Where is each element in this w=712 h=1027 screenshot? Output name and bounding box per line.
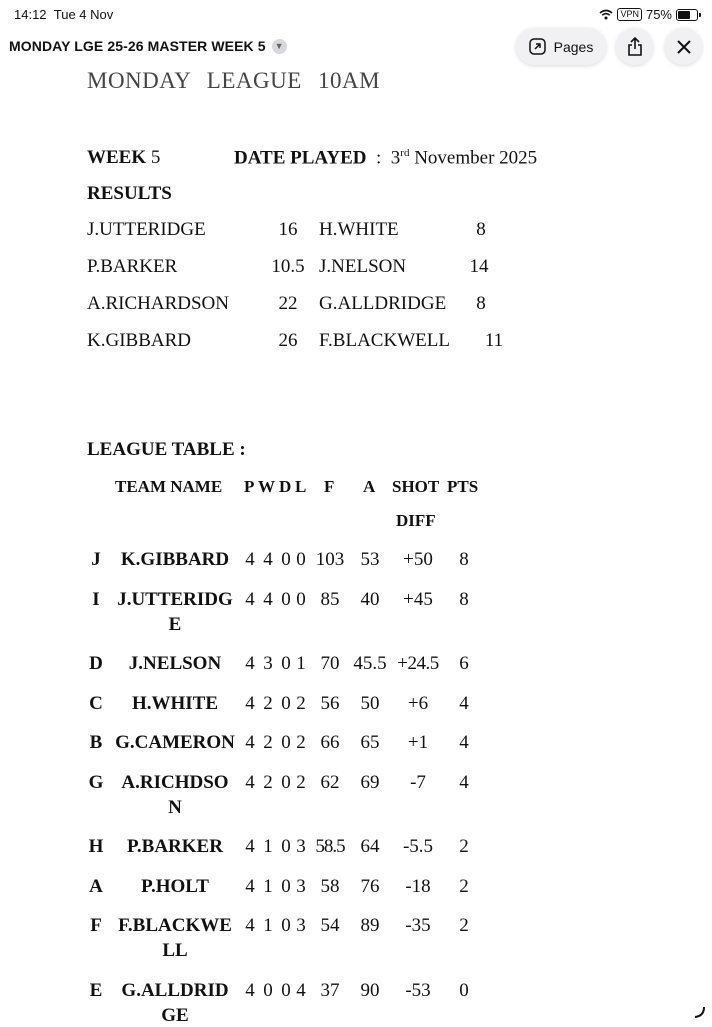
table-cell-d: 0 [281, 549, 291, 570]
table-cell-p: 4 [245, 732, 255, 753]
table-cell-a: 45.5 [353, 653, 387, 674]
result-away-team: F.BLACKWELL [319, 330, 450, 351]
table-cell-pts: 2 [459, 836, 469, 857]
table-cell-a: 76 [360, 876, 380, 897]
table-cell-p: 4 [245, 915, 255, 936]
table-cell-code: C [89, 693, 103, 714]
results-heading: RESULTS [87, 183, 172, 204]
league-table-heading: LEAGUE TABLE : [87, 439, 246, 460]
header-pts: PTS [447, 477, 479, 496]
table-cell-team: P.HOLT [141, 876, 209, 897]
header-p: P [244, 477, 255, 496]
result-away-score: 8 [476, 293, 486, 314]
table-cell-code: G [88, 772, 104, 793]
table-cell-diff: +24.5 [397, 653, 439, 674]
week-number: 5 [150, 147, 161, 168]
table-cell-team: H.WHITE [131, 693, 219, 714]
table-cell-diff: -18 [405, 876, 431, 897]
table-cell-f: 58.5 [315, 836, 345, 857]
table-cell-a: 50 [360, 693, 380, 714]
table-cell-a: 65 [360, 732, 380, 753]
table-cell-diff: +1 [407, 732, 429, 753]
table-cell-pts: 2 [459, 876, 469, 897]
table-cell-code: I [92, 589, 100, 610]
table-cell-pts: 8 [459, 589, 469, 610]
table-cell-a: 64 [360, 836, 380, 857]
vpn-badge: VPN [617, 8, 642, 21]
result-home-score: 26 [278, 330, 298, 351]
week-label: WEEK 5 [87, 147, 161, 168]
header-team: TEAM NAME [115, 477, 223, 496]
table-cell-l: 4 [296, 980, 306, 1001]
table-cell-team-wrap: GE [161, 1005, 189, 1026]
table-cell-a: 89 [360, 915, 380, 936]
table-cell-diff: -5.5 [402, 836, 434, 857]
table-cell-team: K.GIBBARD [120, 549, 230, 570]
table-cell-l: 3 [296, 836, 306, 857]
table-cell-pts: 2 [459, 915, 469, 936]
result-away-team: J.NELSON [319, 256, 407, 277]
table-cell-w: 2 [263, 772, 273, 793]
table-cell-w: 2 [263, 693, 273, 714]
page-curl-icon [694, 1006, 706, 1018]
table-cell-code: J [91, 549, 101, 570]
table-cell-pts: 6 [459, 653, 469, 674]
table-cell-w: 3 [263, 653, 273, 674]
table-cell-team-wrap: E [168, 614, 182, 635]
chevron-down-icon[interactable]: ▼ [272, 39, 287, 54]
table-cell-pts: 8 [459, 549, 469, 570]
table-cell-team: J.NELSON [128, 653, 222, 674]
table-cell-diff: -35 [405, 915, 431, 936]
table-cell-code: B [89, 732, 103, 753]
header-l: L [295, 477, 307, 496]
table-cell-code: A [89, 876, 103, 897]
table-cell-w: 4 [263, 549, 273, 570]
battery-percent: 75% [645, 7, 672, 22]
result-away-score: 14 [469, 256, 489, 277]
table-cell-d: 0 [281, 653, 291, 674]
table-cell-d: 0 [281, 876, 291, 897]
result-home-team: K.GIBBARD [87, 330, 191, 351]
header-diff: DIFF [396, 511, 436, 530]
table-cell-code: F [90, 915, 102, 936]
result-home-score: 22 [278, 293, 298, 314]
table-cell-d: 0 [281, 915, 291, 936]
status-time: 14:12 [14, 7, 47, 22]
table-cell-code: D [89, 653, 103, 674]
table-cell-team: J.UTTERIDG [117, 589, 233, 610]
table-cell-d: 0 [281, 772, 291, 793]
result-home-team: P.BARKER [87, 256, 178, 277]
table-cell-l: 3 [296, 915, 306, 936]
table-cell-diff: +6 [407, 693, 429, 714]
result-home-team: J.UTTERIDGE [87, 219, 206, 240]
table-cell-p: 4 [245, 693, 255, 714]
table-cell-diff: -53 [405, 980, 431, 1001]
table-cell-f: 62 [320, 772, 340, 793]
header-shot: SHOT [392, 477, 440, 496]
table-cell-pts: 0 [459, 980, 469, 1001]
table-cell-w: 0 [263, 980, 273, 1001]
document-heading: MONDAY LEAGUE 10AM [87, 68, 381, 93]
table-cell-team: P.BARKER [127, 836, 223, 857]
header-w: W [258, 477, 275, 496]
table-cell-p: 4 [245, 836, 255, 857]
table-cell-code: H [88, 836, 104, 857]
table-cell-code: E [89, 980, 103, 1001]
table-cell-p: 4 [245, 549, 255, 570]
date-played: DATE PLAYED : 3rd November 2025 [234, 147, 538, 169]
table-cell-p: 4 [245, 589, 255, 610]
table-cell-f: 58 [320, 876, 340, 897]
table-cell-pts: 4 [459, 732, 469, 753]
table-cell-d: 0 [281, 732, 291, 753]
pages-label: Pages [553, 38, 594, 55]
result-away-team: H.WHITE [319, 219, 399, 240]
table-cell-diff: -7 [410, 772, 426, 793]
table-cell-f: 54 [320, 915, 340, 936]
table-cell-d: 0 [281, 589, 291, 610]
table-cell-team-wrap: LL [162, 940, 188, 961]
header-a: A [363, 477, 376, 496]
table-cell-w: 2 [263, 732, 273, 753]
table-cell-l: 1 [296, 653, 306, 674]
table-cell-l: 2 [296, 693, 306, 714]
table-cell-l: 2 [296, 772, 306, 793]
table-cell-team: G.ALLDRID [121, 980, 229, 1001]
table-cell-f: 70 [320, 653, 340, 674]
table-cell-l: 3 [296, 876, 306, 897]
table-cell-d: 0 [281, 693, 291, 714]
table-cell-p: 4 [245, 876, 255, 897]
table-cell-d: 0 [281, 836, 291, 857]
table-cell-pts: 4 [459, 693, 469, 714]
table-cell-diff: +45 [403, 589, 433, 610]
table-cell-team: F.BLACKWE [118, 915, 232, 936]
table-cell-team: G.CAMERON [115, 732, 235, 753]
result-away-score: 8 [476, 219, 486, 240]
status-date: Tue 4 Nov [53, 7, 114, 22]
table-cell-p: 4 [245, 772, 255, 793]
table-cell-a: 69 [360, 772, 380, 793]
table-cell-w: 1 [263, 836, 273, 857]
table-cell-diff: +50 [403, 549, 433, 570]
table-cell-f: 66 [320, 732, 340, 753]
table-cell-a: 90 [360, 980, 380, 1001]
table-cell-f: 85 [320, 589, 340, 610]
table-cell-a: 53 [360, 549, 380, 570]
table-cell-pts: 4 [459, 772, 469, 793]
result-home-score: 16 [278, 219, 298, 240]
result-away-team: G.ALLDRIDGE [319, 293, 447, 314]
result-home-score: 10.5 [271, 256, 305, 277]
table-cell-team: A.RICHDSO [121, 772, 229, 793]
table-cell-a: 40 [360, 589, 380, 610]
document-title: MONDAY LGE 25-26 MASTER WEEK 5 [9, 38, 266, 54]
table-cell-l: 0 [296, 589, 306, 610]
table-cell-l: 2 [296, 732, 306, 753]
table-cell-d: 0 [281, 980, 291, 1001]
table-cell-f: 37 [320, 980, 340, 1001]
header-f: F [324, 477, 335, 496]
table-cell-l: 0 [296, 549, 306, 570]
table-cell-p: 4 [245, 980, 255, 1001]
table-cell-f: 56 [320, 693, 340, 714]
result-away-score: 11 [484, 330, 504, 351]
table-cell-team-wrap: N [168, 797, 182, 818]
table-cell-w: 1 [263, 876, 273, 897]
table-cell-w: 4 [263, 589, 273, 610]
table-cell-p: 4 [245, 653, 255, 674]
result-home-team: A.RICHARDSON [87, 293, 229, 314]
header-d: D [279, 477, 292, 496]
date-label: DATE PLAYED [234, 147, 367, 169]
table-cell-f: 103 [315, 549, 345, 570]
table-cell-w: 1 [263, 915, 273, 936]
